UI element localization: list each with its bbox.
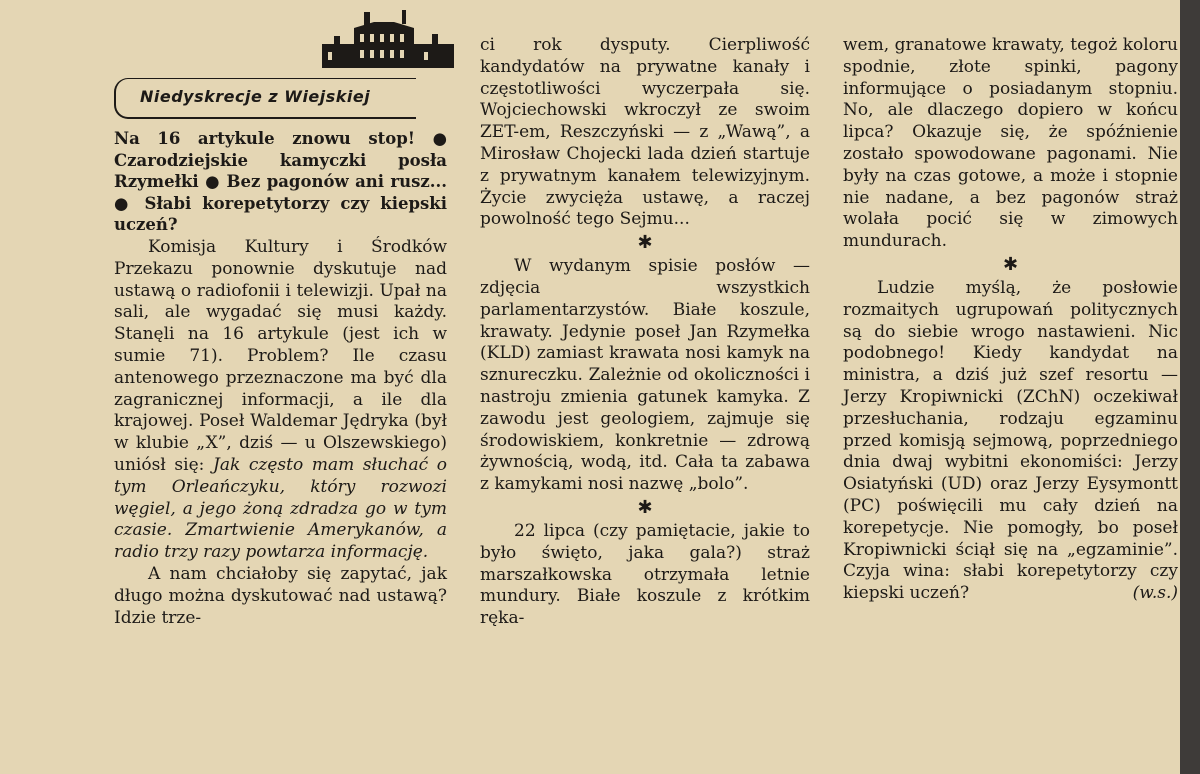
paragraph: A nam chciałoby się zapytać, jak długo można dyskutować nad ustawą? Idzie trze- xyxy=(114,563,447,628)
paragraph-text: Ludzie myślą, że posłowie rozmaitych ugrupowań politycznych są do siebie wrogo nastawieni. Nic podobnego! Kiedy kandydat na ministra, a dziś już szef resortu — Jerzy Kropiwnicki (ZChN) oczekiwał przesłuchania, rodzaju egzaminu przed komisją sejmową, poprzedniego dnia dwaj wybitni ekonomiści: Jerzy Osiatyński (UD) oraz Jerzy Eysymontt (PC) poświęcili mu cały dzień na korepetycje. Nie pomogły, bo poseł Kropiwnicki ściął się na „egzaminie”. Czyja wina: słabi korepetytorzy czy kiepski uczeń? xyxy=(843,277,1178,604)
column-3 xyxy=(843,0,1178,774)
section-title-box xyxy=(114,78,416,119)
section-header xyxy=(114,8,447,118)
column-1 xyxy=(114,0,447,774)
column-2-body xyxy=(480,35,810,630)
section-separator: ✱ xyxy=(1002,253,1019,275)
column-3-body xyxy=(843,35,1178,605)
section-title: Niedyskrecje z Wiejskiej xyxy=(140,87,371,106)
column-1-body xyxy=(114,237,447,629)
quote-text: Jak często mam słuchać o tym Orleańczyku, który rozwozi węgiel, a jego żoną zdradza go w tym czasie. Zmartwienie Amerykanów, a radio trzy razy powtarza informację. xyxy=(114,454,447,563)
paragraph xyxy=(114,237,447,564)
section-separator: ✱ xyxy=(637,232,653,254)
sejm-building-icon xyxy=(314,8,464,72)
lead-summary: Na 16 artykule znowu stop! ● Czarodziejskie kamyczki posła Rzymełki ● Bez pagonów ani rusz... ● Słabi korepetytorzy czy kiepski uczeń? xyxy=(114,129,447,234)
paragraph: W wydanym spisie posłów — zdjęcia wszystkich parlamentarzystów. Białe koszule, krawaty. Jedynie poseł Jan Rzymełka (KLD) zamiast krawata nosi kamyk na sznureczku. Zależnie od okoliczności i nastroju zmienia gatunek kamyka. Z zawodu jest geologiem, zajmuje się środowiskiem, konkretnie — zdrową żywnością, wodą, itd. Cała ta zabawa z kamykami nosi nazwę „bolo”. xyxy=(480,256,810,495)
paragraph: ci rok dysputy. Cierpliwość kandydatów na prywatne kanały i częstotliwości wyczerpała się. Wojciechowski wkroczył ze swoim ZET-em, Reszczyński — z „Wawą”, a Mirosław Chojecki lada dzień startuje z prywatnym kanałem telewizyjnym. Życie zwycięża ustawę, a raczej powolność tego Sejmu... xyxy=(480,35,810,230)
column-2 xyxy=(480,0,810,774)
paragraph-text: Komisja Kultury i Środków Przekazu ponownie dyskutuje nad ustawą o radiofonii i telewizji. Upał na sali, ale wygadać się musi każdy. Stanęli na 16 artykule (jest ich w sumie 71). Problem? Ile czasu antenowego przeznaczone ma być dla zagranicznej informacji, a ile dla krajowej. Poseł Waldemar Jędryka (był w klubie „X”, dziś — u Olszewskiego) uniósł się: xyxy=(114,237,447,475)
paragraph xyxy=(843,278,1178,605)
author-signature: (w.s.) xyxy=(1132,583,1178,604)
page-edge xyxy=(1180,0,1200,774)
section-separator: ✱ xyxy=(637,496,653,518)
paragraph: wem, granatowe krawaty, tegoż koloru spodnie, złote spinki, pagony informujące o posiadanym stopniu. No, ale dlaczego dopiero w końcu lipca? Okazuje się, że spóźnienie zostało spowodowane pagonami. Nie były na czas gotowe, a może i stopnie nie nadane, a bez pagonów straż wolała pocić się w zimowych mundurach. xyxy=(843,35,1178,252)
paragraph: 22 lipca (czy pamiętacie, jakie to było święto, jaka gala?) straż marszałkowska otrzymała letnie mundury. Białe koszule z krótkim ręka- xyxy=(480,520,810,629)
